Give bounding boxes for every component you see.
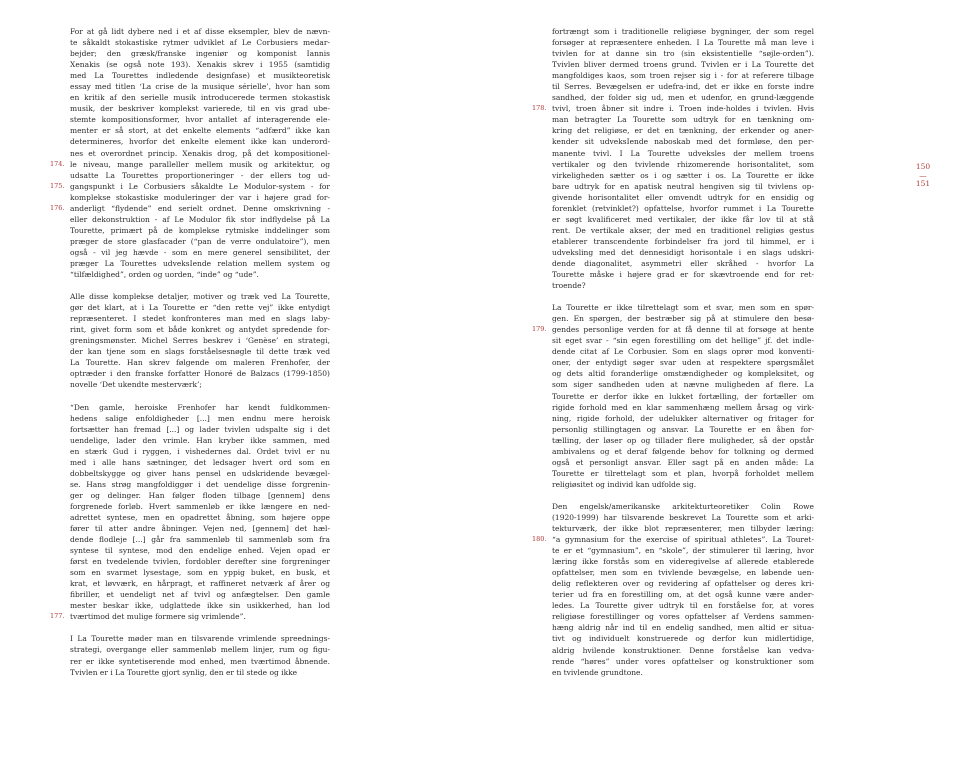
text-line: mester beskar ikke, udglattede ikke sin usikkerhed, han lod — [70, 601, 330, 611]
text-line: krat, et løvværk, en hårpragt, et raffineret netværk af årer og — [70, 579, 330, 589]
text-line: religiøsitet og individ kan udfolde sig. — [552, 479, 697, 489]
text-line: fibriller, et uendeligt net af tvivl og anfægtelser. Den gamle — [70, 590, 330, 600]
text-line: stemte kompositionsformer, hvor antallet af interagerende ele- — [70, 115, 330, 125]
text-line: adrettet syntese, men en opadrettet åbning, som højere oppe — [70, 512, 330, 522]
text-line: er søgt kvalificeret med vertikaler, der ikke får lov til at stå — [552, 214, 814, 224]
paragraph — [50, 26, 330, 280]
text-line: rer er ikke syntetiserende mod enhed, men tværtimod åbnende. — [70, 656, 330, 666]
text-line: tælling, der løser op og tillader flere muligheder, så der opstår — [552, 435, 814, 445]
paragraph — [532, 302, 814, 490]
text-line: udveksling med det dennesidigt horisontale i en slags udskri- — [552, 247, 814, 257]
text-line: givende horisontalitet eller omvendt udtryk for en ensidig og — [552, 192, 814, 202]
text-line: Tvivlen er i La Tourette gjort synlig, den er til stede og ikke — [70, 667, 298, 677]
text-line: gangspunkt i Le Corbusiers såkaldte Le Modulor-system - for 175. — [50, 181, 330, 191]
text-line: tvivl, troen åbner sit indre i. Troen inde-holdes i tvivlen. Hvis 178. — [532, 104, 814, 114]
text-line: med La Tourettes indledende designfase) et musikteoretisk — [70, 71, 330, 81]
text-line: forgrenede forløb. Hvert sammenløb er ikke længere en ned- — [70, 501, 330, 511]
text-line: kring det religiøse, er det en tænkning, der erkender og aner- — [552, 126, 814, 136]
text-line: der kan tjene som en slags forståelsesnøgle til dette træk ved — [70, 347, 330, 357]
text-line: tekturværk, der ikke blot repræsenterer, men tilbyder læring: — [552, 524, 814, 534]
text-line: Tourette er tilrettelagt som et plan, hvorpå forholdet mellem — [552, 468, 814, 478]
text-line: opfattelser, men som en tvivlende bevægelse, en løbende uen- — [552, 568, 814, 578]
block-quote — [50, 402, 330, 623]
text-line: religiøse forestillinger og vores opfattelser af Verdens sammen- — [552, 612, 814, 622]
text-line: ambivalens og et deraf følgende behov for tolkning og dermed — [552, 446, 814, 456]
paragraph — [532, 26, 814, 291]
note-marker: 177. — [50, 612, 65, 621]
left-column — [50, 26, 330, 689]
text-line: determineres, hvorfor det enkelte element ikke kan underord- — [70, 137, 330, 147]
text-line: udsatte La Tourettes proportioneringer - der ellers tog ud- — [70, 170, 330, 180]
text-line: en stærk Gud i ryggen, i vishedernes dal. Ordet tvivl er nu — [70, 446, 330, 456]
text-line: fortsætter han fremad [...] og lader tvivlen udspalte sig i det — [70, 424, 330, 434]
text-line: gør det klart, at i La Tourette er “den rette vej” ikke entydigt — [70, 303, 330, 313]
text-line: Alle disse komplekse detaljer, motiver og træk ved La Tourette, — [70, 292, 330, 302]
text-line: menter er så stort, at det enkelte elements “adfærd” ikke kan — [70, 126, 330, 136]
text-line: ger og delinger. Han følger floden tilbage [gennem] dens — [70, 490, 330, 500]
text-line: bare udtryk for en apatisk neutral hengiven sig til tvivlens op- — [552, 181, 814, 191]
note-marker: 178. — [532, 104, 547, 113]
text-line: Tourette måske i højere grad er for skævtroende end for ret- — [552, 270, 814, 280]
text-line: forsøger at repræsentere enheden. I La Tourette må man leve i — [552, 38, 814, 48]
text-line: musik, der beskriver komplekst varierede, til en vis grad ube- — [70, 104, 330, 114]
text-line: eller dekonstruktion - af Le Modulor fik stor indflydelse på La — [70, 214, 330, 224]
text-line: strategi, overgange eller sammenløb mellem linjer, rum og figu- — [70, 645, 330, 655]
text-line: hedens salige enfoldigheder [...] men endnu mere heroisk — [70, 413, 330, 423]
text-line: I La Tourette møder man en tilsvarende vrimlende spreednings- — [70, 634, 330, 644]
text-line: komplekse stokastiske moduleringer der var i højere grad for- — [70, 192, 330, 202]
text-line: essay med titlen ‘La crise de la musique sérielle’, hvor han som — [70, 82, 330, 92]
text-line: man betragter La Tourette som udtryk for en tænkning om- — [552, 115, 814, 125]
note-marker: 176. — [50, 203, 65, 212]
text-line: tværtimod det mulige formere sig vrimlende”. 177. — [50, 612, 246, 622]
text-line: novelle ‘Det ukendte mesterværk’; — [70, 380, 202, 390]
text-line: “tilfældighed”, orden og uorden, “inde” og “ude”. — [70, 270, 259, 280]
text-line: For at gå lidt dybere ned i et af disse eksempler, blev de nævn- — [70, 27, 330, 36]
text-line: greningsmønster. Michel Serres beskrev i ‘Genèse’ en strategi, — [70, 336, 330, 346]
text-line: anderligt “flydende” end serielt ordnet. Denne omskrivning - 176. — [50, 203, 330, 213]
text-line: rent. De vertikale akser, der med en traditionel religiøs gestus — [552, 225, 814, 235]
text-line: gen. En spørgen, der bestræber sig på at stimulere den besø- — [552, 314, 814, 324]
text-line: le niveau, mange paralleller mellem musik og arkitektur, og 174. — [50, 159, 330, 169]
text-line: tivt og individuelt konstruerede og derfor kun midlertidige, — [552, 634, 814, 644]
text-line: præger La Tourettes udveksIende relation mellem system og — [70, 258, 330, 268]
text-line: dobbeltskygge og giver hans pensel en udskridende bevægel- — [70, 468, 330, 478]
text-line: “Den gamle, heroiske Frenhofer har kendt fuldkommen- — [70, 402, 330, 412]
text-line: dende flodleje [...] går fra sammenløb til sammenløb som fra — [70, 535, 330, 545]
text-line: Tourette er derfor ikke en lukket fortælling, der fortæller om — [552, 391, 814, 401]
note-marker: 174. — [50, 159, 65, 168]
text-line: oner, der entydigt søger svar uden at respektere spørgsmålet — [552, 358, 814, 368]
text-line: vertikaler og den tvivlende rhizomerende horisontalitet, som — [552, 159, 814, 169]
text-line: forenklet (retvinklet?) opfattelse, hvorfor rummet i La Tourette — [552, 203, 814, 213]
text-line: troende? — [552, 281, 586, 291]
paragraph — [70, 633, 330, 677]
text-line: mangfoldiges kaos, som troen rejser sig i - for at referere tilbage — [552, 71, 814, 81]
right-column — [532, 26, 814, 689]
text-line: først en tvedelende tvivlen, fordobler derefter sine forgreninger — [70, 557, 330, 567]
text-line: sandhed, der folder sig ud, men et udenfor, en grund-læggende — [552, 93, 814, 103]
right-page-number: 151 — [915, 179, 931, 188]
text-line: kender sit udveksIende naboskab med det formløse, den per- — [552, 137, 814, 147]
text-line: Tourette, primært på de komplekse rytmiske inddelinger som — [70, 225, 330, 235]
text-line: optræder i den franske forfatter Honoré de Balzacs (1799-1850) — [70, 369, 330, 379]
text-line: ledes. La Tourette giver udtryk til en forståelse for, at vores — [552, 601, 814, 611]
text-line: med i alle hans sætninger, det ledsager hvert ord som en — [70, 457, 330, 467]
folio-separator: — — [919, 170, 927, 180]
text-line: manente tvivl. I La Tourette udveksles der mellem troens — [552, 148, 814, 158]
text-line: gendes personlige verden for at få denne til at forsøge at hente 179. — [532, 325, 814, 335]
text-line: repræsenteret. I stedet konfronteres man med en slags laby- — [70, 314, 330, 324]
text-line: rigide forhold med en klar sammenhæng mellem årsag og virk- — [552, 402, 814, 412]
text-line: sit eget svar - “sin egen forestilling om det hellige” jf. det indle- — [552, 336, 814, 346]
text-line: aldrig hvilende konstruktioner. Denne forståelse kan vedva- — [552, 645, 814, 655]
text-line: bejder; den græsk/franske ingeniør og komponist Iannis — [70, 49, 330, 59]
text-line: fortrængt som i traditionelle religiøse bygninger, der som regel — [552, 27, 814, 36]
text-line: se. Hans strøg mangfoldiggør i det uendelige disse forgrenin- — [70, 479, 330, 489]
note-marker: 175. — [50, 181, 65, 190]
text-line: te er et “gymnasium”, en “skole”, der stimulerer til læring, hvor — [552, 546, 814, 556]
text-line: og dets altid foranderlige omstændigheder og kompleksitet, og — [552, 369, 814, 379]
text-line: dende citat af Le Corbusier. Som en slags oprør mod konventi- — [552, 347, 814, 357]
left-page-number: 150 — [915, 162, 931, 171]
text-line: “a gymnasium for the exercise of spiritual athletes”. La Touret- 180. — [532, 535, 814, 545]
text-line: La Tourette er ikke tilrettelagt som et svar, men som en spør- — [552, 303, 814, 313]
text-line: delig reflekteren over og revidering af opfattelser og deres kri- — [552, 579, 814, 589]
text-line: præger de store glasfacader (“pan de verre ondulatoire”), men — [70, 236, 330, 246]
paragraph — [70, 291, 330, 390]
text-line: en kritik af den serielle musik introducerede termen stokastisk — [70, 93, 330, 103]
text-line: fører til atter andre åbninger. Vejen ned, [gennem] det hæl- — [70, 524, 330, 534]
text-line: personlig stillingtagen og ansvar. La Tourette er en åben for- — [552, 424, 814, 434]
text-line: La Tourette. Han skrev følgende om maleren Frenhofer, der — [70, 358, 330, 368]
text-line: rint, givet form som et både konkret og antydet spredende for- — [70, 325, 330, 335]
text-line: også - vil jeg hævde - som en mere generel sensibilitet, der — [70, 247, 330, 257]
text-line: en tvivlende grundtone. — [552, 667, 643, 677]
text-line: til Serres. Bevægelsen er udefra-ind, det er ikke en forste indre — [552, 82, 814, 92]
text-line: læring ikke forstås som en videregivelse af allerede etablerede — [552, 557, 814, 567]
text-line: Xenakis (se også note 193). Xenakis skrev i 1955 (samtidig — [70, 60, 330, 70]
note-marker: 179. — [532, 325, 547, 334]
text-line: dende diagonalitet, asymmetri eller skråhed - hvorfor La — [552, 258, 814, 268]
text-line: Den engelsk/amerikanske arkitekturteoretiker Colin Rowe — [552, 501, 814, 511]
text-line: syntese til syntese, mod den endelige enhed. Vejen opad er — [70, 546, 330, 556]
text-line: rende “høres” under vores opfattelser og konstruktioner som — [552, 656, 814, 666]
page-folio — [913, 163, 933, 189]
text-line: hæng aldrig når ind til en endelig sandhed, men altid er situa- — [552, 623, 814, 633]
text-line: også et personligt ansvar. Eller sagt på en anden måde: La — [552, 457, 814, 467]
text-line: nes et overordnet princip. Xenakis drog, på det kompositionel- — [70, 148, 330, 158]
text-line: terier ud fra en forestilling om, at det også kunne være ander- — [552, 590, 814, 600]
text-line: etablerer transcendente forbindelser fra jord til himmel, er i — [552, 236, 814, 246]
text-line: tvivlen for at danne sin tro (sin eksistentielle “søjle-orden”). — [552, 49, 814, 59]
text-line: ning, rigide forhold, der udelukker alternativer og fritager for — [552, 413, 814, 423]
paragraph — [532, 501, 814, 678]
text-line: Tvivlen bliver dermed troens grund. Tvivlen er i La Tourette det — [552, 60, 814, 70]
text-line: uendelige, lader den vrimle. Han kryber ikke sammen, med — [70, 435, 330, 445]
note-marker: 180. — [532, 535, 547, 544]
text-line: te såkaldt stokastiske rytmer udviklet af Le Corbusiers medar- — [70, 38, 330, 48]
text-line: (1920-1999) har tilsvarende beskrevet La Tourette som et arki- — [552, 512, 814, 522]
text-line: som siger sandheden uden at nævne muligheden af flere. La — [552, 380, 814, 390]
text-line: som en svarmet lysestage, som en yppig buket, en busk, et — [70, 568, 330, 578]
text-line: virkeligheden sætter os i og sætter i os. La Tourette er ikke — [552, 170, 814, 180]
